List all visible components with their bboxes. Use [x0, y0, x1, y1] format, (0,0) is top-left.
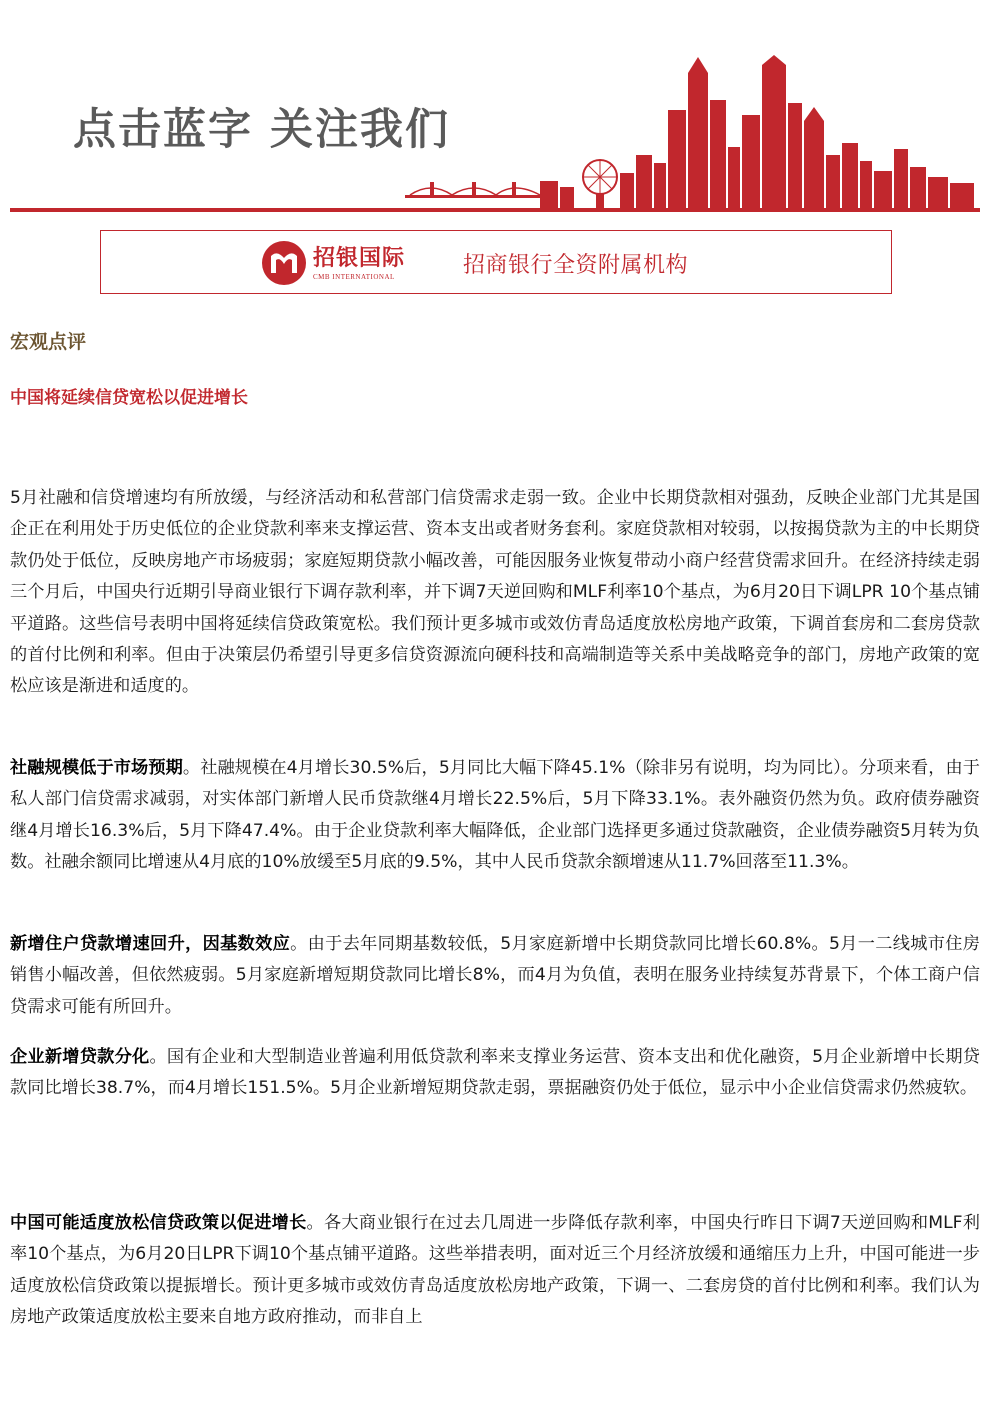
- header-banner: [0, 0, 992, 218]
- section-title: 宏观点评: [10, 331, 87, 353]
- paragraph-body: 。由于去年同期基数较低，5月家庭新增中长期贷款同比增长60.8%。5月一二线城市住房销售小幅改善，但依然疲弱。5月家庭新增短期贷款同比增长8%，而4月为负值，表明在服务业持续复苏背景下，个体工商户信贷需求可能有所回升。: [10, 934, 980, 1017]
- paragraph-body: 。各大商业银行在过去几周进一步降低存款利率，中国央行昨日下调7天逆回购和MLF利率10个基点，为6月20日LPR下调10个基点铺平道路。这些举措表明，面对近三个月经济放缓和通缩压力上升，中国可能进一步适度放松信贷政策以提振增长。预计更多城市或效仿青岛适度放松房地产政策，下调一、二套房贷的首付比例和利率。我们认为房地产政策适度放松主要来自地方政府推动，而非自上: [10, 1213, 980, 1328]
- paragraph-policy-outlook: [10, 1208, 980, 1334]
- paragraph-lead: 社融规模低于市场预期: [10, 758, 183, 778]
- article-headline: 中国将延续信贷宽松以促进增长: [10, 388, 248, 408]
- paragraph-household-loans: [10, 929, 980, 1023]
- red-divider-line: [10, 208, 980, 212]
- logo-name-en: CMB INTERNATIONAL: [313, 273, 395, 281]
- paragraph-lead: 中国可能适度放松信贷政策以促进增长: [10, 1213, 307, 1233]
- cmb-logo-icon: [261, 240, 307, 286]
- paragraph-summary: [10, 483, 980, 703]
- paragraph-corporate-loans: [10, 1042, 980, 1105]
- paragraph-lead: 企业新增贷款分化: [10, 1047, 150, 1067]
- logo-name-cn: 招银国际: [313, 245, 406, 271]
- paragraph-lead: 新增住户贷款增速回升，因基数效应: [10, 934, 291, 954]
- city-skyline-illustration: [400, 55, 980, 215]
- paragraph-body: 。社融规模在4月增长30.5%后，5月同比大幅下降45.1%（除非另有说明，均为同比）。分项来看，由于私人部门信贷需求减弱，对实体部门新增人民币贷款继4月增长22.5%后，5月下降33.1%。表外融资仍然为负。政府债券融资继4月增长16.3%后，5月下降47.4%。由于企业贷款利率大幅降低，企业部门选择更多通过贷款融资，企业债券融资5月转为负数。社融余额同比增速从4月底的10%放缓至5月底的9.5%，其中人民币贷款余额增速从11.7%回落至11.3%。: [10, 758, 980, 873]
- logo-tagline: 招商银行全资附属机构: [463, 253, 689, 278]
- paragraph-body: 。国有企业和大型制造业普遍利用低贷款利率来支撑业务运营、资本支出和优化融资，5月企业新增中长期贷款同比增长38.7%，而4月增长151.5%。5月企业新增短期贷款走弱，票据融资仍处于低位，显示中小企业信贷需求仍然疲软。: [10, 1047, 980, 1099]
- follow-us-title[interactable]: 点击蓝字 关注我们: [73, 105, 450, 155]
- cmb-international-logo-box[interactable]: [100, 230, 892, 294]
- paragraph-body: 5月社融和信贷增速均有所放缓，与经济活动和私营部门信贷需求走弱一致。企业中长期贷款相对强劲，反映企业部门尤其是国企正在利用处于历史低位的企业贷款利率来支撑运营、资本支出或者财务套利。家庭贷款相对较弱，以按揭贷款为主的中长期贷款仍处于低位，反映房地产市场疲弱；家庭短期贷款小幅改善，可能因服务业恢复带动小商户经营贷需求回升。在经济持续走弱三个月后，中国央行近期引导商业银行下调存款利率，并下调7天逆回购和MLF利率10个基点，为6月20日下调LPR 10个基点铺平道路。这些信号表明中国将延续信贷政策宽松。我们预计更多城市或效仿青岛适度放松房地产政策，下调首套房和二套房贷款的首付比例和利率。但由于决策层仍希望引导更多信贷资源流向硬科技和高端制造等关系中美战略竞争的部门，房地产政策的宽松应该是渐进和适度的。: [10, 488, 980, 697]
- paragraph-social-financing: [10, 753, 980, 879]
